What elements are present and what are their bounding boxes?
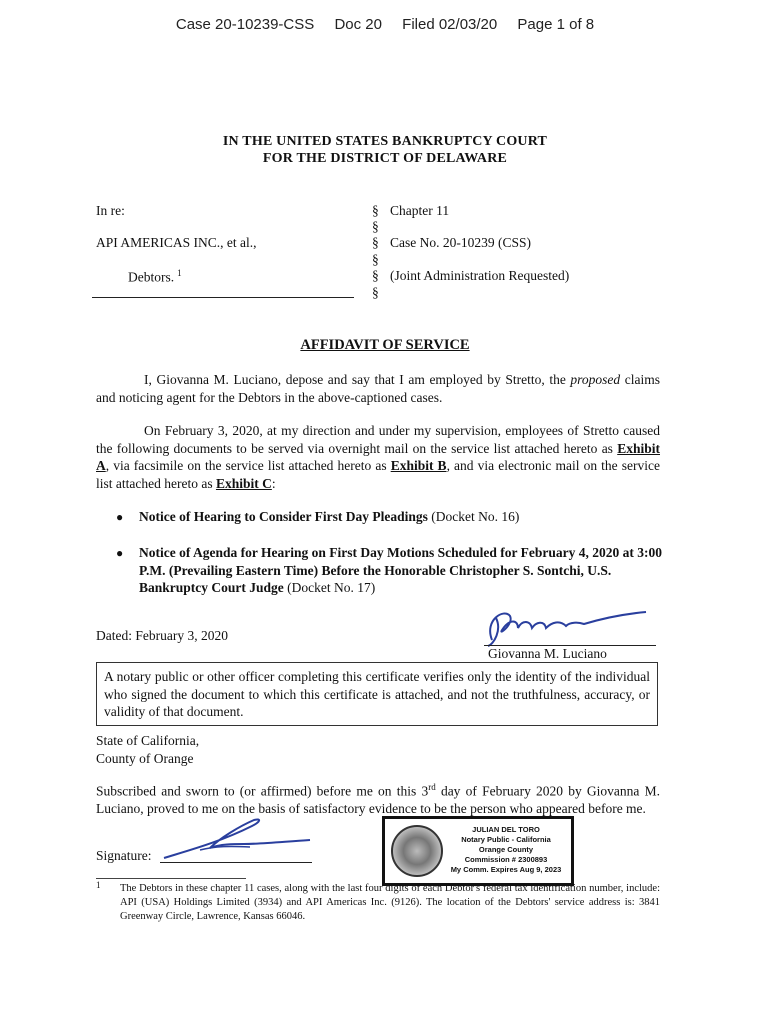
notary-signature: [160, 814, 320, 864]
section-symbol: §: [372, 268, 379, 283]
section-symbol: §: [372, 203, 379, 218]
exhibit-b-ref: Exhibit B: [390, 458, 447, 473]
exhibit-a-ref: Exhibit A: [96, 440, 660, 473]
notary-notice-text: A notary public or other officer completing this certificate verifies only the identity of the individual who signed the document to which this certificate is attached, and not the truthfulness, accuracy, or validity of that document.: [104, 669, 650, 719]
bullet-marker: ●: [116, 510, 124, 524]
caption-divider: [92, 297, 354, 298]
debtors-label: Debtors. $^1$: [128, 268, 182, 285]
court-district: FOR THE DISTRICT OF DELAWARE: [262, 151, 508, 166]
case-number: Case No. 20-10239 (CSS): [390, 235, 531, 250]
notary-signature-line: [160, 862, 312, 863]
dated-line: Dated: February 3, 2020: [96, 628, 228, 643]
venue-state: State of California,: [96, 733, 200, 748]
state-seal-icon: [391, 825, 443, 877]
filed-date-header: Filed 02/03/20: [402, 16, 498, 33]
court-name: IN THE UNITED STATES BANKRUPTCY COURT: [222, 134, 548, 149]
filing-header: [0, 16, 770, 33]
served-document-item: Notice of Hearing to Consider First Day Pleadings (Docket No. 16): [139, 509, 520, 524]
affiant-signature: [474, 600, 654, 648]
joint-administration: (Joint Administration Requested): [390, 268, 570, 283]
bullet-marker: ●: [116, 546, 124, 560]
in-re-label: In re:: [96, 203, 125, 218]
case-number-header: Case 20-10239-CSS: [175, 16, 315, 33]
signature-label: Signature:: [96, 848, 152, 863]
exhibit-c-ref: Exhibit C: [215, 475, 272, 491]
chapter-label: Chapter 11: [390, 203, 450, 218]
court-heading: [0, 133, 770, 167]
footnote-mark: 1: [96, 880, 101, 890]
section-symbol: §: [372, 235, 379, 250]
section-symbol: §: [372, 285, 379, 300]
section-symbol: §: [372, 219, 379, 234]
doc-number-header: Doc 20: [334, 16, 382, 33]
paragraph-service: On February 3, 2020, at my direction and under my supervision, employees of Stretto caused the following documents to be served via overnight mail on the service list attached hereto as Exhibit A, via facsimile on the service list attached hereto as Exhibit B, and via electronic mail on the service list attached hereto as Exhibit C:: [96, 423, 660, 491]
document-title: AFFIDAVIT OF SERVICE: [300, 337, 470, 353]
footnote-divider: [96, 878, 246, 879]
venue: [96, 732, 199, 767]
served-document-item: Notice of Agenda for Hearing on First Day Motions Scheduled for February 4, 2020 at 3:00 P.M. (Prevailing Eastern Time) Before the Honorable Christopher S. Sontchi, U.S. Bankruptcy Court Judge (Docket No. 17): [139, 545, 662, 595]
notary-seal-text: JULIAN DEL TORO Notary Public - California Orange County Commission # 2300893 My Comm. Expires Aug 9, 2023: [450, 825, 562, 874]
jurat-paragraph: Subscribed and sworn to (or affirmed) before me on this 3rd day of February 2020 by Giovanna M. Luciano, proved to me on the basis of satisfactory evidence to be the person who appeared before me.: [96, 782, 661, 816]
footnote-text: The Debtors in these chapter 11 cases, along with the last four digits of each Debtor's federal tax identification number, include: API (USA) Holdings Limited (3934) and API Americas Inc. (9126). The location of the Debtors' service address is: 3841 Greenway Circle, Lawrence, Kansas 66046.: [120, 883, 660, 922]
paragraph-employment: I, Giovanna M. Luciano, depose and say that I am employed by Stretto, the proposed claims and noticing agent for the Debtors in the above-captioned cases.: [96, 372, 660, 405]
page-number-header: Page 1 of 8: [517, 16, 595, 33]
section-symbol: §: [372, 252, 379, 267]
signer-name: Giovanna M. Luciano: [488, 646, 607, 661]
notary-seal: [382, 816, 574, 886]
debtor-name: API AMERICAS INC., et al.,: [96, 235, 257, 250]
venue-county: County of Orange: [96, 750, 194, 766]
